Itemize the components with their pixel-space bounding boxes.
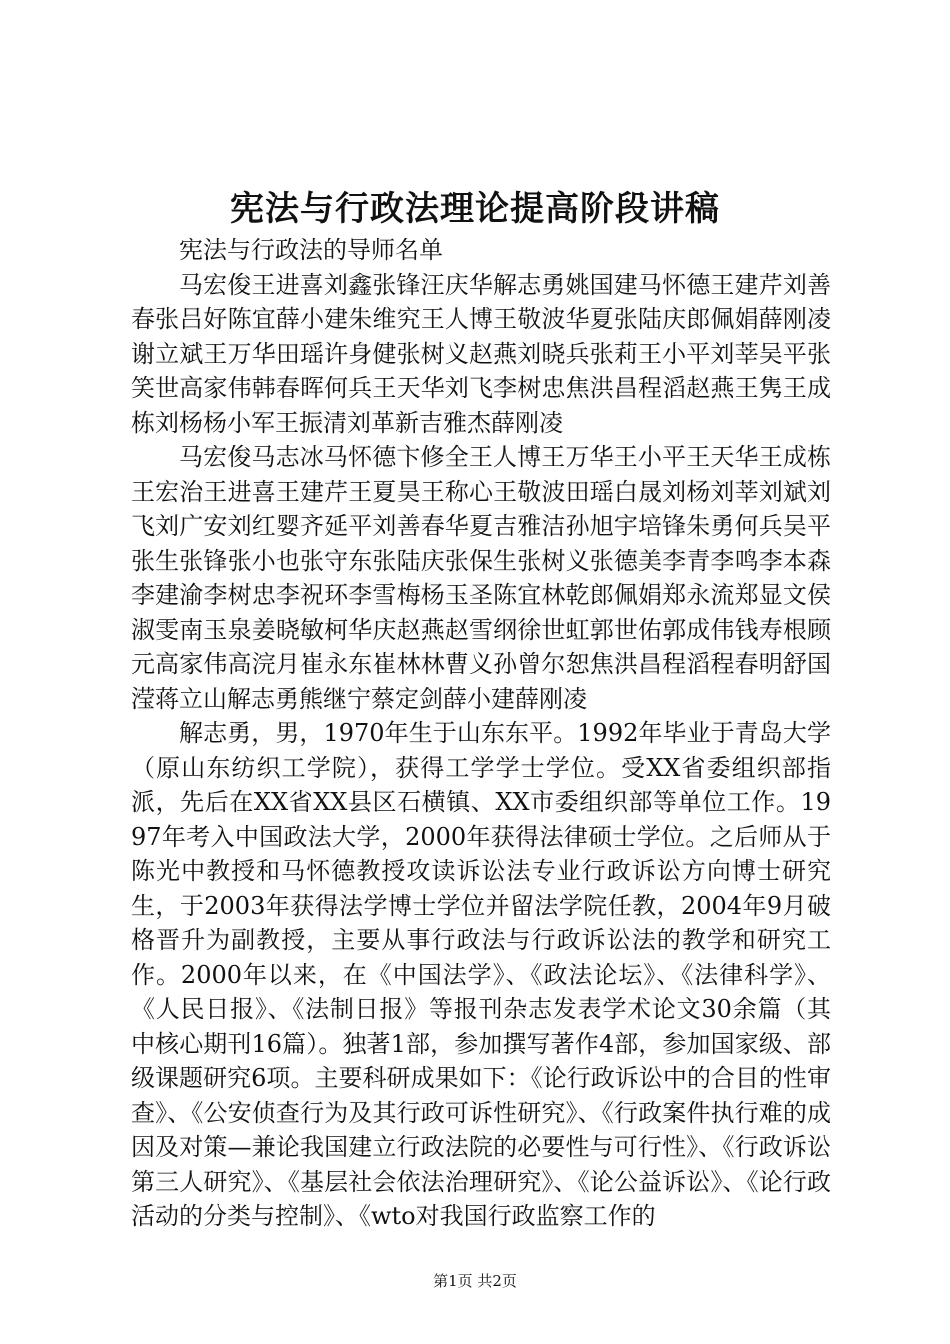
paragraph-advisor-list-1: 马宏俊王进喜刘鑫张锋汪庆华解志勇姚国建马怀德王建芹刘善春张吕好陈宜薛小建朱维究王人博王敬波华夏张陆庆郎佩娟薛刚凌谢立斌王万华田瑶许身健张树义赵燕刘晓兵张莉王小平刘莘吴平张笑世高家伟韩春晖何兵王天华刘飞李树忠焦洪昌程滔赵燕王隽王成栋刘杨杨小军王振清刘革新吉雅杰薛刚凌 [131, 270, 831, 437]
document-title: 宪法与行政法理论提高阶段讲稿 [230, 189, 720, 229]
paragraph-advisor-list-2: 马宏俊马志冰马怀德卞修全王人博王万华王小平王天华王成栋王宏治王进喜王建芹王夏昊王称心王敬波田瑶白晟刘杨刘莘刘斌刘飞刘广安刘红婴齐延平刘善春华夏吉雅洁孙旭宇培锋朱勇何兵吴平张生张锋张小也张守东张陆庆张保生张树义张德美李青李鸣李本森李建渝李树忠李祝环李雪梅杨玉圣陈宜林乾郎佩娟郑永流郑显文侯淑雯南玉泉姜晓敏柯华庆赵燕赵雪纲徐世虹郭世佑郭成伟钱寿根顾元高家伟高浣月崔永东崔林林曹义孙曾尔恕焦洪昌程滔程春明舒国滢蒋立山解志勇熊继宁蔡定剑薛小建薛刚凌 [131, 443, 831, 713]
document-body [131, 233, 831, 1234]
page-number-footer: 第1页 共2页 [433, 1272, 517, 1290]
paragraph-biography: 解志勇，男，1970年生于山东东平。1992年毕业于青岛大学（原山东纺织工学院），获得工学学士学位。受XX省委组织部指派，先后在XX省XX县区石横镇、XX市委组织部等单位工作。1997年考入中国政法大学，2000年获得法律硕士学位。之后师从于陈光中教授和马怀德教授攻读诉讼法专业行政诉讼方向博士研究生，于2003年获得法学博士学位并留法学院任教，2004年9月破格晋升为副教授，主要从事行政法与行政诉讼法的教学和研究工作。2000年以来，在《中国法学》、《政法论坛》、《法律科学》、《人民日报》、《法制日报》等报刊杂志发表学术论文30余篇（其中核心期刊16篇）。独著1部，参加撰写著作4部，参加国家级、部级课题研究6项。主要科研成果如下：《论行政诉讼中的合目的性审查》、《公安侦查行为及其行政可诉性研究》、《行政案件执行难的成因及对策—兼论我国建立行政法院的必要性与可行性》、《行政诉讼第三人研究》、《基层社会依法治理研究》、《论公益诉讼》、《论行政活动的分类与控制》、《wto对我国行政监察工作的 [131, 719, 831, 1230]
paragraph-advisor-heading: 宪法与行政法的导师名单 [179, 236, 443, 264]
